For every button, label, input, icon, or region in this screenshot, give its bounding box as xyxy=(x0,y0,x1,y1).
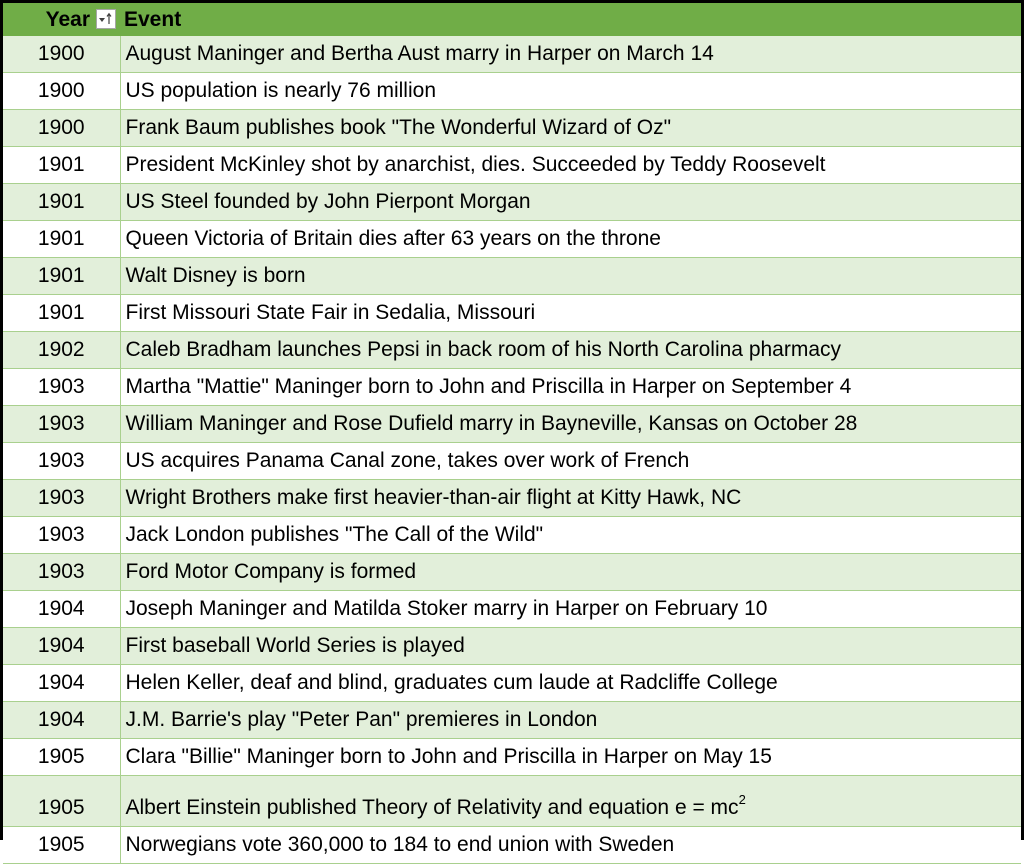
table-row xyxy=(3,406,1021,443)
table-row xyxy=(3,443,1021,480)
table-row xyxy=(3,517,1021,554)
event-cell[interactable] xyxy=(120,665,1021,702)
event-cell[interactable] xyxy=(120,628,1021,665)
event-column-header[interactable] xyxy=(120,3,1021,36)
year-cell[interactable]: 1903 xyxy=(3,480,120,517)
event-text: Albert Einstein published Theory of Relativity and equation e = mc xyxy=(125,796,739,819)
event-cell[interactable] xyxy=(120,702,1021,739)
event-cell[interactable] xyxy=(120,827,1021,864)
table-row xyxy=(3,480,1021,517)
table-row xyxy=(3,739,1021,776)
year-cell[interactable]: 1905 xyxy=(3,827,120,864)
event-cell[interactable] xyxy=(120,443,1021,480)
event-cell[interactable] xyxy=(120,554,1021,591)
event-cell[interactable] xyxy=(120,739,1021,776)
table-row xyxy=(3,73,1021,110)
table-row xyxy=(3,591,1021,628)
event-text: Frank Baum publishes book "The Wonderful Wizard of Oz" xyxy=(125,116,672,139)
filter-sort-ascending-icon[interactable] xyxy=(96,9,116,29)
table-row xyxy=(3,110,1021,147)
event-cell[interactable] xyxy=(120,480,1021,517)
event-cell[interactable] xyxy=(120,776,1021,827)
event-text: US acquires Panama Canal zone, takes over work of French xyxy=(125,449,690,472)
year-cell[interactable]: 1902 xyxy=(3,332,120,369)
event-text: Caleb Bradham launches Pepsi in back room of his North Carolina pharmacy xyxy=(125,338,842,361)
table-row xyxy=(3,702,1021,739)
event-text: US Steel founded by John Pierpont Morgan xyxy=(125,190,531,213)
year-header-label: Year xyxy=(45,7,90,31)
table-row xyxy=(3,258,1021,295)
table-row xyxy=(3,36,1021,73)
event-text: William Maninger and Rose Dufield marry in Bayneville, Kansas on October 28 xyxy=(125,412,858,435)
year-cell[interactable]: 1904 xyxy=(3,628,120,665)
event-text: Martha "Mattie" Maninger born to John and Priscilla in Harper on September 4 xyxy=(125,375,852,398)
event-cell[interactable] xyxy=(120,73,1021,110)
table-row xyxy=(3,827,1021,864)
event-text: Joseph Maninger and Matilda Stoker marry in Harper on February 10 xyxy=(125,597,768,620)
year-column-header[interactable] xyxy=(3,3,120,36)
events-table xyxy=(3,3,1021,864)
event-cell[interactable] xyxy=(120,36,1021,73)
event-text: Queen Victoria of Britain dies after 63 years on the throne xyxy=(125,227,661,250)
table-row xyxy=(3,147,1021,184)
event-text: President McKinley shot by anarchist, dies. Succeeded by Teddy Roosevelt xyxy=(125,153,826,176)
event-cell[interactable] xyxy=(120,369,1021,406)
event-cell[interactable] xyxy=(120,295,1021,332)
year-cell[interactable]: 1904 xyxy=(3,702,120,739)
event-text: Wright Brothers make first heavier-than-air flight at Kitty Hawk, NC xyxy=(125,486,742,509)
table-row xyxy=(3,332,1021,369)
event-cell[interactable] xyxy=(120,221,1021,258)
table-row xyxy=(3,665,1021,702)
event-text: Norwegians vote 360,000 to 184 to end union with Sweden xyxy=(125,833,675,856)
event-text: Walt Disney is born xyxy=(125,264,306,287)
year-cell[interactable]: 1901 xyxy=(3,147,120,184)
year-cell[interactable]: 1903 xyxy=(3,554,120,591)
event-text: First Missouri State Fair in Sedalia, Missouri xyxy=(125,301,536,324)
year-cell[interactable]: 1903 xyxy=(3,443,120,480)
year-cell[interactable]: 1901 xyxy=(3,221,120,258)
event-text: Jack London publishes "The Call of the Wild" xyxy=(125,523,544,546)
year-cell[interactable]: 1901 xyxy=(3,295,120,332)
table-row xyxy=(3,295,1021,332)
event-text: US population is nearly 76 million xyxy=(125,79,436,102)
table-row xyxy=(3,776,1021,827)
event-cell[interactable] xyxy=(120,406,1021,443)
event-text: Helen Keller, deaf and blind, graduates cum laude at Radcliffe College xyxy=(125,671,778,694)
table-row xyxy=(3,221,1021,258)
event-cell[interactable] xyxy=(120,258,1021,295)
year-cell[interactable]: 1900 xyxy=(3,73,120,110)
year-cell[interactable]: 1903 xyxy=(3,517,120,554)
year-cell[interactable]: 1900 xyxy=(3,36,120,73)
table-row xyxy=(3,554,1021,591)
year-cell[interactable]: 1905 xyxy=(3,739,120,776)
year-cell[interactable]: 1903 xyxy=(3,406,120,443)
table-row xyxy=(3,628,1021,665)
year-cell[interactable]: 1904 xyxy=(3,665,120,702)
table-row xyxy=(3,369,1021,406)
event-cell[interactable] xyxy=(120,147,1021,184)
event-text: First baseball World Series is played xyxy=(125,634,465,657)
event-text: Clara "Billie" Maninger born to John and Priscilla in Harper on May 15 xyxy=(125,745,772,768)
year-cell[interactable]: 1904 xyxy=(3,591,120,628)
table-row xyxy=(3,184,1021,221)
year-cell[interactable]: 1901 xyxy=(3,258,120,295)
year-cell[interactable]: 1900 xyxy=(3,110,120,147)
event-cell[interactable] xyxy=(120,332,1021,369)
event-header-label: Event xyxy=(124,7,182,31)
event-cell[interactable] xyxy=(120,591,1021,628)
superscript-exponent: 2 xyxy=(738,792,746,807)
year-cell[interactable]: 1901 xyxy=(3,184,120,221)
year-cell[interactable]: 1903 xyxy=(3,369,120,406)
event-text: J.M. Barrie's play "Peter Pan" premieres in London xyxy=(125,708,598,731)
year-cell[interactable]: 1905 xyxy=(3,776,120,827)
event-cell[interactable] xyxy=(120,110,1021,147)
event-text: August Maninger and Bertha Aust marry in Harper on March 14 xyxy=(125,42,714,65)
header-row xyxy=(3,3,1021,36)
event-cell[interactable] xyxy=(120,184,1021,221)
event-cell[interactable] xyxy=(120,517,1021,554)
event-text: Ford Motor Company is formed xyxy=(125,560,417,583)
